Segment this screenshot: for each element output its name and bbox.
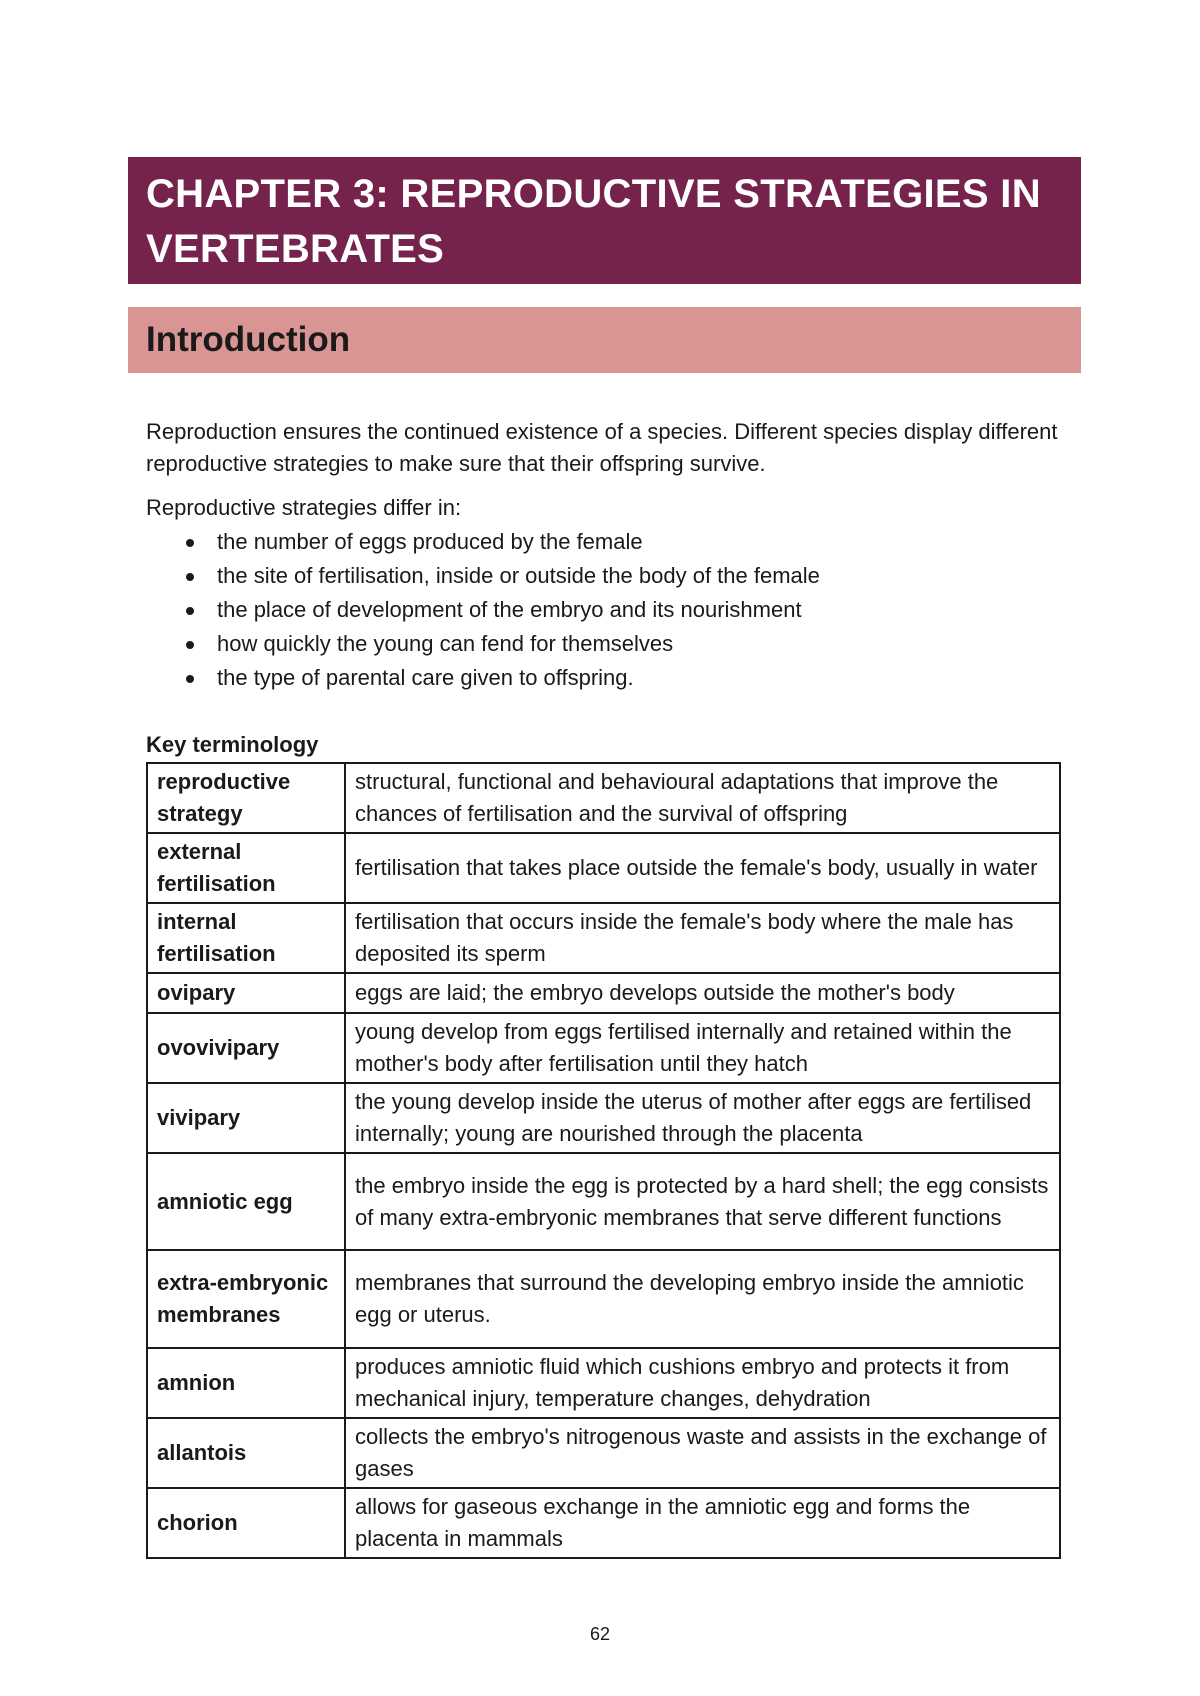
section-banner [128, 307, 1081, 373]
table-row [147, 1250, 1060, 1348]
strategies-bullet-list [146, 525, 1076, 695]
bullet-icon [186, 539, 194, 547]
table-row [147, 1348, 1060, 1418]
term-cell: ovovivipary [147, 1013, 345, 1083]
term-cell: ovipary [147, 973, 345, 1013]
term-cell: reproductive strategy [147, 763, 345, 833]
term-cell: amnion [147, 1348, 345, 1418]
definition-cell: the young develop inside the uterus of mother after eggs are fertilised internally; young are nourished through the placenta [345, 1083, 1060, 1153]
definition-cell: structural, functional and behavioural adaptations that improve the chances of fertilisation and the survival of offspring [345, 763, 1060, 833]
term-cell: vivipary [147, 1083, 345, 1153]
definition-cell: membranes that surround the developing embryo inside the amniotic egg or uterus. [345, 1250, 1060, 1348]
term-cell: internal fertilisation [147, 903, 345, 973]
intro-paragraph: Reproduction ensures the continued existence of a species. Different species display different reproductive strategies to make sure that their offspring survive. [146, 419, 1058, 476]
table-row [147, 763, 1060, 833]
term-cell: allantois [147, 1418, 345, 1488]
bullet-item [146, 559, 1076, 593]
bullet-icon [186, 607, 194, 615]
term-cell: chorion [147, 1488, 345, 1558]
term-cell: amniotic egg [147, 1153, 345, 1250]
definition-cell: fertilisation that takes place outside the female's body, usually in water [345, 833, 1060, 903]
bullet-text: how quickly the young can fend for themselves [217, 631, 674, 656]
bullet-icon [186, 573, 194, 581]
table-row [147, 973, 1060, 1013]
term-cell: extra-embryonic membranes [147, 1250, 345, 1348]
section-title: Introduction [146, 320, 351, 359]
key-terminology-heading: Key terminology [146, 732, 319, 757]
definition-cell: the embryo inside the egg is protected by a hard shell; the egg consists of many extra-embryonic membranes that serve different functions [345, 1153, 1060, 1250]
bullet-item [146, 627, 1076, 661]
bullet-icon [186, 675, 194, 683]
definition-cell: collects the embryo's nitrogenous waste and assists in the exchange of gases [345, 1418, 1060, 1488]
page-number: 62 [589, 1624, 611, 1644]
bullet-item [146, 661, 1076, 695]
chapter-title: CHAPTER 3: REPRODUCTIVE STRATEGIES IN VERTEBRATES [146, 172, 1041, 271]
chapter-banner [128, 157, 1081, 284]
key-terminology-table [146, 762, 1061, 1559]
definition-cell: fertilisation that occurs inside the female's body where the male has deposited its sperm [345, 903, 1060, 973]
definition-cell: eggs are laid; the embryo develops outside the mother's body [345, 973, 1060, 1013]
table-row [147, 903, 1060, 973]
table-row [147, 1418, 1060, 1488]
table-row [147, 1488, 1060, 1558]
bullet-text: the type of parental care given to offspring. [217, 665, 634, 690]
definition-cell: allows for gaseous exchange in the amniotic egg and forms the placenta in mammals [345, 1488, 1060, 1558]
table-row [147, 1153, 1060, 1250]
bullet-icon [186, 641, 194, 649]
bullet-text: the place of development of the embryo and its nourishment [217, 597, 802, 622]
strategies-lead: Reproductive strategies differ in: [146, 495, 462, 520]
bullet-text: the site of fertilisation, inside or outside the body of the female [217, 563, 820, 588]
table-row [147, 833, 1060, 903]
term-cell: external fertilisation [147, 833, 345, 903]
bullet-item [146, 593, 1076, 627]
bullet-text: the number of eggs produced by the female [217, 529, 643, 554]
table-row [147, 1013, 1060, 1083]
bullet-item [146, 525, 1076, 559]
definition-cell: produces amniotic fluid which cushions embryo and protects it from mechanical injury, temperature changes, dehydration [345, 1348, 1060, 1418]
definition-cell: young develop from eggs fertilised internally and retained within the mother's body after fertilisation until they hatch [345, 1013, 1060, 1083]
table-row [147, 1083, 1060, 1153]
